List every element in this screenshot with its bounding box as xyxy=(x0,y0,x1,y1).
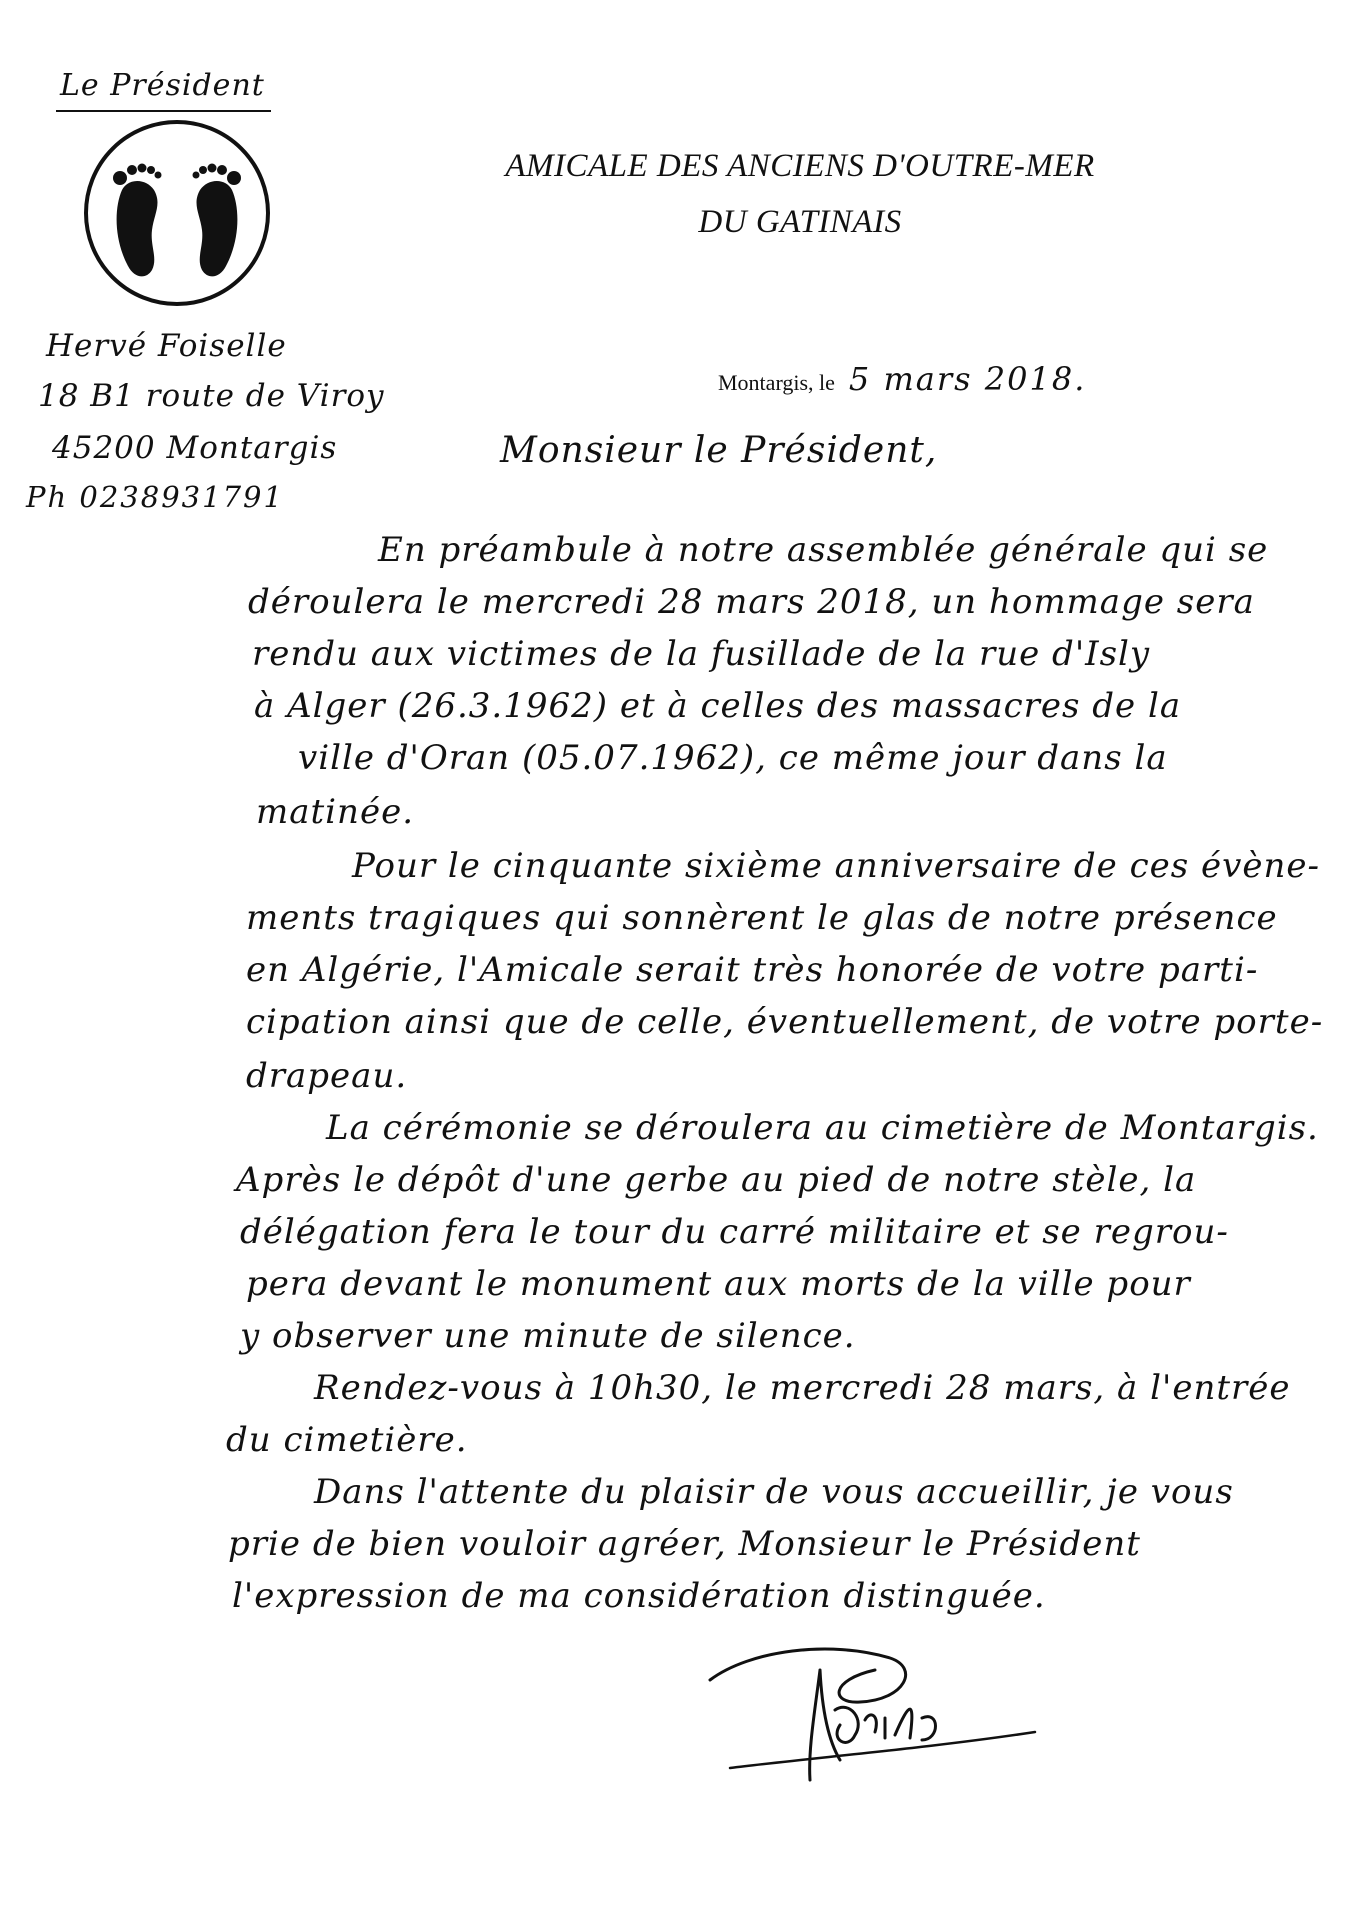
body-line: Après le dépôt d'une gerbe au pied de notre stèle, la xyxy=(236,1160,1197,1200)
body-line: en Algérie, l'Amicale serait très honorée de votre parti- xyxy=(246,950,1259,990)
body-line: matinée. xyxy=(256,792,414,832)
body-line: drapeau. xyxy=(246,1056,408,1096)
body-line: rendu aux victimes de la fusillade de la rue d'Isly xyxy=(252,634,1151,674)
body-line: Pour le cinquante sixième anniversaire de ces évène- xyxy=(352,846,1320,886)
date-handwritten: 5 mars 2018. xyxy=(848,360,1087,398)
sender-phone: Ph 0238931791 xyxy=(26,480,284,514)
body-line: prie de bien vouloir agréer, Monsieur le Président xyxy=(228,1524,1141,1564)
body-line: En préambule à notre assemblée générale qui se xyxy=(378,530,1269,570)
body-line: ville d'Oran (05.07.1962), ce même jour dans la xyxy=(298,738,1168,778)
role-underline xyxy=(56,110,271,112)
sender-city: 45200 Montargis xyxy=(52,430,338,466)
date-place-prefix: Montargis, le xyxy=(718,370,835,395)
body-line: déroulera le mercredi 28 mars 2018, un hommage sera xyxy=(248,582,1255,622)
body-line: à Alger (26.3.1962) et à celles des massacres de la xyxy=(254,686,1182,726)
organization-region: DU GATINAIS xyxy=(698,204,902,240)
salutation: Monsieur le Président, xyxy=(500,430,938,471)
body-line: pera devant le monument aux morts de la ville pour xyxy=(246,1264,1191,1304)
body-line: y observer une minute de silence. xyxy=(240,1316,856,1356)
sender-name: Hervé Foiselle xyxy=(46,328,287,364)
body-line: cipation ainsi que de celle, éventuellement, de votre porte- xyxy=(246,1002,1324,1042)
body-line: l'expression de ma considération distinguée. xyxy=(232,1576,1046,1616)
body-line: délégation fera le tour du carré militaire et se regrou- xyxy=(240,1212,1229,1252)
sender-street: 18 B1 route de Viroy xyxy=(38,378,385,414)
body-line: Rendez-vous à 10h30, le mercredi 28 mars, à l'entrée xyxy=(314,1368,1291,1408)
dateline xyxy=(718,360,1086,398)
body-line: Dans l'attente du plaisir de vous accueillir, je vous xyxy=(314,1472,1234,1512)
handwritten-signature xyxy=(690,1640,1050,1790)
body-line: La cérémonie se déroulera au cimetière de Montargis. xyxy=(326,1108,1319,1148)
organization-name: AMICALE DES ANCIENS D'OUTRE-MER xyxy=(505,148,1095,184)
footprints-logo-icon xyxy=(82,118,272,308)
body-line: du cimetière. xyxy=(226,1420,468,1460)
body-line: ments tragiques qui sonnèrent le glas de notre présence xyxy=(246,898,1278,938)
president-role-label: Le Président xyxy=(60,68,265,103)
